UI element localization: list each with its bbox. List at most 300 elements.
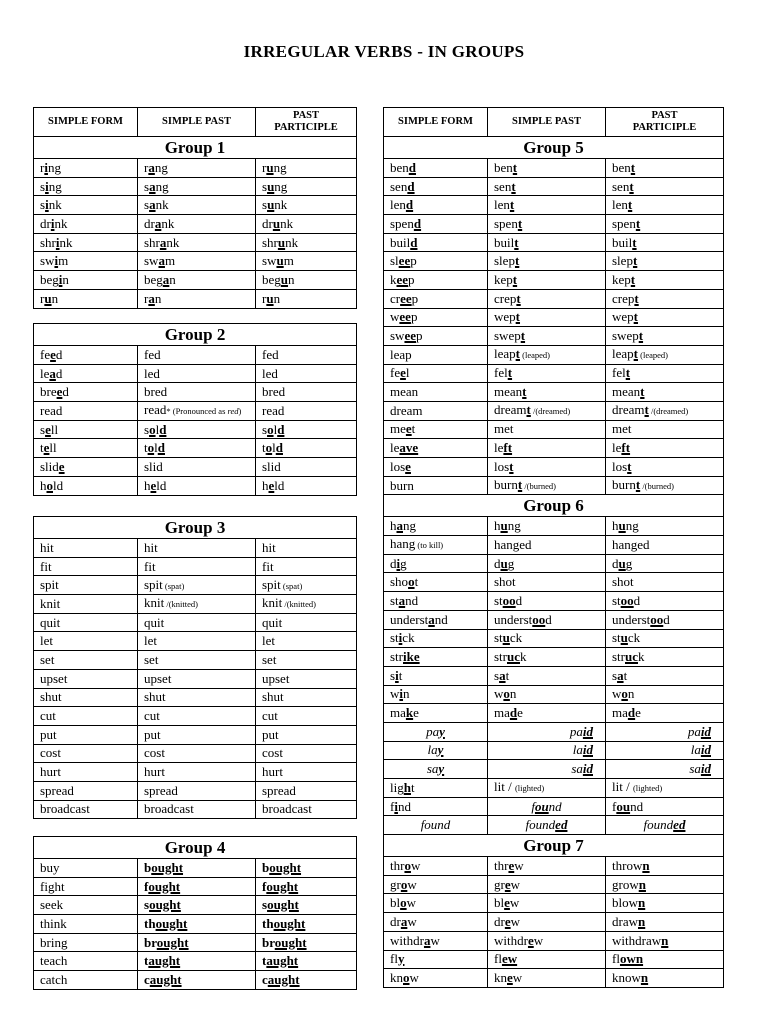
simple-past-cell: spent: [488, 215, 606, 234]
past-participle-cell: spit (spat): [256, 576, 357, 595]
verb-row: [34, 877, 357, 896]
simple-past-cell: swam: [138, 252, 256, 271]
highlighted-letters: ought: [151, 859, 184, 875]
highlighted-letters: e: [504, 876, 511, 892]
highlighted-letters: t: [632, 234, 637, 250]
simple-form-cell: feel: [384, 364, 488, 383]
verb-row: [384, 420, 724, 439]
simple-form-cell: say: [384, 760, 488, 779]
simple-form-cell: stick: [384, 629, 488, 648]
past-participle-cell: rung: [256, 159, 357, 178]
simple-past-cell: paid: [488, 722, 606, 741]
simple-form-cell: creep: [384, 289, 488, 308]
verb-row: [384, 894, 724, 913]
past-participle-cell: slept: [606, 252, 724, 271]
simple-past-cell: flew: [488, 950, 606, 969]
highlighted-letters: oo: [502, 592, 516, 608]
group-header-row: [384, 835, 724, 857]
verb-row: [34, 539, 357, 558]
verb-row: [34, 458, 357, 477]
simple-past-cell: put: [138, 725, 256, 744]
verb-note: (leaped): [638, 350, 668, 361]
simple-past-cell: sought: [138, 896, 256, 915]
highlighted-letters: ike: [403, 649, 420, 665]
highlighted-letters: t: [514, 234, 519, 250]
verb-row: [384, 666, 724, 685]
verb-note: (to kill): [415, 540, 444, 551]
highlighted-letters: a: [398, 592, 406, 608]
group-heading: Group 5: [384, 137, 724, 159]
highlighted-letters: aught: [267, 971, 300, 987]
verb-row: [384, 196, 724, 215]
simple-past-cell: fought: [138, 877, 256, 896]
group-header-row: [34, 324, 357, 346]
past-participle-cell: shrunk: [256, 233, 357, 252]
past-participle-cell: dug: [606, 554, 724, 573]
highlighted-letters: n: [638, 876, 646, 892]
highlighted-letters: a: [148, 290, 155, 306]
simple-past-cell: stood: [488, 592, 606, 611]
past-participle-cell: known: [606, 969, 724, 988]
simple-past-cell: founded: [488, 816, 606, 835]
highlighted-letters: a: [400, 913, 408, 929]
simple-past-cell: fed: [138, 346, 256, 365]
group-heading: Group 6: [384, 495, 724, 517]
highlighted-letters: t: [520, 328, 526, 344]
past-participle-cell: made: [606, 704, 724, 723]
simple-form-cell: light: [384, 779, 488, 798]
verb-note: /(knitted): [164, 599, 198, 610]
simple-form-cell: sweep: [384, 327, 488, 346]
simple-past-cell: ran: [138, 289, 256, 308]
highlighted-letters: t: [633, 309, 639, 325]
simple-form-cell: feed: [34, 346, 138, 365]
highlighted-letters: u: [44, 290, 52, 306]
simple-past-cell: sat: [488, 666, 606, 685]
simple-form-cell: leap: [384, 345, 488, 364]
simple-past-cell: knit /(knitted): [138, 595, 256, 614]
simple-form-cell: slide: [34, 458, 138, 477]
simple-form-cell: strike: [384, 648, 488, 667]
highlighted-letters: t: [635, 215, 641, 231]
highlighted-letters: t: [507, 365, 513, 381]
verb-row: [34, 364, 357, 383]
highlighted-letters: y: [397, 951, 405, 967]
group-heading: Group 4: [34, 837, 357, 859]
highlighted-letters: ought: [156, 934, 189, 950]
simple-past-cell: hanged: [488, 536, 606, 555]
simple-past-cell: shrank: [138, 233, 256, 252]
verb-note: (lighted): [632, 783, 663, 794]
simple-form-cell: know: [384, 969, 488, 988]
simple-past-cell: cost: [138, 744, 256, 763]
highlighted-letters: e: [405, 458, 411, 474]
highlighted-letters: u: [502, 630, 510, 646]
simple-form-cell: set: [34, 651, 138, 670]
past-participle-cell: cut: [256, 707, 357, 726]
highlighted-letters: e: [58, 458, 65, 474]
simple-form-cell: run: [34, 289, 138, 308]
simple-form-cell: lay: [384, 741, 488, 760]
past-participle-cell: set: [256, 651, 357, 670]
highlighted-letters: t: [516, 290, 521, 306]
highlighted-letters: t: [638, 328, 644, 344]
simple-form-cell: grow: [384, 875, 488, 894]
highlighted-letters: u: [266, 159, 274, 175]
highlighted-letters: u: [272, 215, 281, 231]
simple-past-cell: caught: [138, 971, 256, 990]
simple-past-cell: lent: [488, 196, 606, 215]
header-past-participle: [256, 108, 357, 137]
simple-past-cell: built: [488, 233, 606, 252]
simple-past-cell: thought: [138, 915, 256, 934]
simple-form-cell: stand: [384, 592, 488, 611]
verb-row: [34, 859, 357, 878]
simple-form-cell: begin: [34, 271, 138, 290]
highlighted-letters: y: [438, 761, 445, 777]
simple-form-cell: drink: [34, 215, 138, 234]
verb-row: [384, 760, 724, 779]
verb-row: [34, 632, 357, 651]
highlighted-letters: d: [159, 421, 167, 437]
simple-past-cell: let: [138, 632, 256, 651]
simple-past-cell: met: [488, 420, 606, 439]
simple-form-cell: cost: [34, 744, 138, 763]
highlighted-letters: u: [266, 290, 274, 306]
highlighted-letters: e: [527, 932, 534, 948]
past-participle-cell: sunk: [256, 196, 357, 215]
highlighted-letters: id: [582, 742, 593, 758]
simple-form-cell: lead: [34, 364, 138, 383]
past-participle-cell: drawn: [606, 913, 724, 932]
highlighted-letters: a: [158, 253, 165, 269]
past-participle-cell: hung: [606, 517, 724, 536]
simple-past-cell: stuck: [488, 629, 606, 648]
highlighted-letters: t: [644, 402, 649, 418]
simple-form-cell: keep: [384, 271, 488, 290]
header-simple-form: SIMPLE FORM: [34, 108, 138, 137]
simple-form-cell: understand: [384, 610, 488, 629]
highlighted-letters: id: [582, 761, 593, 777]
highlighted-letters: k: [405, 705, 414, 721]
header-past-participle-line2: PARTICIPLE: [274, 122, 338, 133]
verb-row: [384, 648, 724, 667]
past-participle-cell: bent: [606, 159, 724, 178]
highlighted-letters: a: [149, 178, 156, 194]
verb-row: [384, 345, 724, 364]
past-participle-cell: sat: [606, 666, 724, 685]
highlighted-letters: d: [157, 440, 165, 456]
highlighted-letters: o: [400, 895, 407, 911]
verb-row: [34, 933, 357, 952]
highlighted-letters: t: [634, 290, 639, 306]
simple-form-cell: tell: [34, 439, 138, 458]
verb-row: [384, 592, 724, 611]
simple-past-cell: brought: [138, 933, 256, 952]
highlighted-letters: t: [509, 458, 514, 474]
highlighted-letters: ee: [400, 290, 412, 306]
simple-form-cell: found: [384, 816, 488, 835]
header-past-participle-line1: PAST: [651, 110, 678, 121]
simple-past-cell: read* (Pronounced as red): [138, 402, 256, 421]
simple-past-cell: upset: [138, 669, 256, 688]
simple-form-cell: fly: [384, 950, 488, 969]
verb-note: /(burned): [640, 481, 674, 492]
highlighted-letters: t: [627, 197, 633, 213]
past-participle-cell: burnt /(burned): [606, 476, 724, 495]
verb-row: [384, 704, 724, 723]
highlighted-letters: t: [512, 159, 518, 175]
pronunciation-note: * (Pronounced as red): [166, 406, 242, 417]
simple-past-cell: left: [488, 439, 606, 458]
past-participle-cell: said: [606, 760, 724, 779]
verb-row: [384, 252, 724, 271]
highlighted-letters: ed: [555, 817, 568, 833]
highlighted-letters: e: [50, 346, 56, 362]
highlighted-letters: t: [511, 178, 516, 194]
highlighted-letters: a: [154, 215, 162, 231]
simple-past-cell: made: [488, 704, 606, 723]
highlighted-letters: ee: [396, 271, 409, 287]
past-participle-cell: bred: [256, 383, 357, 402]
simple-form-cell: read: [34, 402, 138, 421]
simple-form-cell: catch: [34, 971, 138, 990]
past-participle-cell: blown: [606, 894, 724, 913]
highlighted-letters: o: [403, 970, 410, 986]
past-participle-cell: flown: [606, 950, 724, 969]
highlighted-letters: i: [395, 667, 399, 683]
group-header-row: [34, 837, 357, 859]
simple-form-cell: fit: [34, 557, 138, 576]
highlighted-letters: a: [149, 197, 156, 213]
highlighted-letters: i: [396, 555, 401, 571]
highlighted-letters: n: [638, 913, 646, 929]
highlighted-letters: id: [582, 723, 593, 739]
simple-past-cell: drew: [488, 913, 606, 932]
simple-past-cell: spit (spat): [138, 576, 256, 595]
highlighted-letters: id: [700, 742, 711, 758]
verb-row: [34, 576, 357, 595]
simple-past-cell: leapt (leaped): [488, 345, 606, 364]
past-participle-cell: begun: [256, 271, 357, 290]
highlighted-letters: n: [642, 857, 650, 873]
past-participle-cell: sold: [256, 420, 357, 439]
simple-past-cell: led: [138, 364, 256, 383]
highlighted-letters: a: [499, 667, 506, 683]
highlighted-letters: a: [162, 271, 170, 287]
highlighted-letters: e: [508, 857, 515, 873]
simple-past-cell: told: [138, 439, 256, 458]
simple-past-cell: sold: [138, 420, 256, 439]
simple-form-cell: shrink: [34, 233, 138, 252]
highlighted-letters: e: [504, 913, 511, 929]
verb-row: [34, 744, 357, 763]
simple-form-cell: quit: [34, 613, 138, 632]
simple-past-cell: struck: [488, 648, 606, 667]
highlighted-letters: i: [55, 234, 60, 250]
verb-row: [384, 476, 724, 495]
verb-row: [384, 610, 724, 629]
past-participle-cell: hanged: [606, 536, 724, 555]
simple-past-cell: felt: [488, 364, 606, 383]
highlighted-letters: t: [630, 159, 636, 175]
highlighted-letters: ought: [267, 897, 299, 913]
highlighted-letters: ee: [399, 309, 411, 325]
highlighted-letters: ew: [501, 951, 518, 967]
highlighted-letters: t: [629, 178, 634, 194]
verb-row: [34, 476, 357, 495]
highlighted-letters: uc: [625, 649, 638, 665]
simple-form-cell: teach: [34, 952, 138, 971]
verb-row: [384, 364, 724, 383]
highlighted-letters: t: [627, 458, 632, 474]
past-participle-cell: built: [606, 233, 724, 252]
simple-form-cell: weep: [384, 308, 488, 327]
verb-row: [384, 779, 724, 798]
simple-form-cell: blow: [384, 894, 488, 913]
simple-past-cell: bought: [138, 859, 256, 878]
verb-row: [34, 252, 357, 271]
simple-past-cell: shot: [488, 573, 606, 592]
highlighted-letters: i: [399, 686, 404, 702]
simple-past-cell: knew: [488, 969, 606, 988]
simple-form-cell: withdraw: [384, 931, 488, 950]
highlighted-letters: h: [403, 779, 411, 795]
past-participle-cell: run: [256, 289, 357, 308]
highlighted-letters: d: [410, 234, 418, 250]
highlighted-letters: d: [627, 705, 636, 721]
simple-form-cell: put: [34, 725, 138, 744]
highlighted-letters: u: [500, 518, 508, 534]
simple-past-cell: slid: [138, 458, 256, 477]
simple-past-cell: burnt /(burned): [488, 476, 606, 495]
highlighted-letters: i: [398, 630, 403, 646]
simple-form-cell: meet: [384, 420, 488, 439]
highlighted-letters: t: [632, 253, 638, 269]
group-header-row: [384, 137, 724, 159]
past-participle-cell: upset: [256, 669, 357, 688]
simple-form-cell: fight: [34, 877, 138, 896]
highlighted-letters: e: [56, 384, 63, 400]
simple-form-cell: find: [384, 797, 488, 816]
verb-row: [384, 271, 724, 290]
simple-past-cell: dug: [488, 554, 606, 573]
highlighted-letters: e: [268, 477, 275, 493]
past-participle-cell: sought: [256, 896, 357, 915]
past-participle-cell: paid: [606, 722, 724, 741]
past-participle-cell: led: [256, 364, 357, 383]
past-participle-cell: put: [256, 725, 357, 744]
past-participle-cell: swum: [256, 252, 357, 271]
simple-form-cell: sink: [34, 196, 138, 215]
past-participle-cell: hurt: [256, 763, 357, 782]
highlighted-letters: d: [407, 178, 415, 194]
highlighted-letters: d: [277, 421, 285, 437]
simple-past-cell: won: [488, 685, 606, 704]
highlighted-letters: o: [265, 440, 273, 456]
highlighted-letters: o: [408, 574, 415, 590]
simple-past-cell: withdrew: [488, 931, 606, 950]
highlighted-letters: ou: [534, 798, 549, 814]
simple-past-cell: began: [138, 271, 256, 290]
highlighted-letters: u: [267, 178, 275, 194]
highlighted-letters: ee: [404, 328, 416, 344]
highlighted-letters: t: [515, 309, 521, 325]
highlighted-letters: a: [159, 234, 167, 250]
past-participle-cell: laid: [606, 741, 724, 760]
highlighted-letters: u: [618, 555, 626, 571]
verb-row: [34, 215, 357, 234]
simple-past-cell: sang: [138, 177, 256, 196]
verb-row: [34, 289, 357, 308]
highlighted-letters: u: [618, 518, 626, 534]
highlighted-letters: u: [500, 555, 508, 571]
verb-row: [384, 685, 724, 704]
verb-row: [34, 402, 357, 421]
highlighted-letters: o: [400, 876, 408, 892]
highlighted-letters: e: [150, 477, 157, 493]
past-participle-cell: spent: [606, 215, 724, 234]
simple-past-cell: blew: [488, 894, 606, 913]
past-participle-cell: lit / (lighted): [606, 779, 724, 798]
past-participle-cell: dreamt /(dreamed): [606, 401, 724, 420]
highlighted-letters: id: [700, 761, 711, 777]
verb-note: (spat): [280, 580, 303, 591]
highlighted-letters: t: [630, 271, 636, 287]
highlighted-letters: y: [437, 742, 444, 758]
verb-row: [384, 857, 724, 876]
highlighted-letters: o: [404, 857, 411, 873]
highlighted-letters: t: [640, 384, 645, 400]
header-simple-form: SIMPLE FORM: [384, 108, 488, 137]
simple-form-cell: build: [384, 233, 488, 252]
highlighted-letters: aught: [148, 953, 181, 969]
highlighted-letters: t: [526, 402, 531, 418]
highlighted-letters: ought: [266, 878, 299, 894]
past-participle-cell: spread: [256, 781, 357, 800]
highlighted-letters: ft: [503, 440, 513, 456]
simple-past-cell: threw: [488, 857, 606, 876]
header-row: [384, 108, 724, 137]
simple-form-cell: make: [384, 704, 488, 723]
verb-table-group-2: [33, 323, 357, 496]
highlighted-letters: ed: [673, 817, 686, 833]
past-participle-cell: let: [256, 632, 357, 651]
simple-form-cell: let: [34, 632, 138, 651]
header-past-participle: [606, 108, 724, 137]
verb-row: [384, 308, 724, 327]
simple-form-cell: pay: [384, 722, 488, 741]
verb-row: [34, 383, 357, 402]
simple-form-cell: hang (to kill): [384, 536, 488, 555]
simple-form-cell: sing: [34, 177, 138, 196]
past-participle-cell: hit: [256, 539, 357, 558]
verb-row: [34, 613, 357, 632]
past-participle-cell: lost: [606, 458, 724, 477]
highlighted-letters: u: [267, 197, 275, 213]
past-participle-cell: withdrawn: [606, 931, 724, 950]
simple-form-cell: bring: [34, 933, 138, 952]
simple-form-cell: upset: [34, 669, 138, 688]
simple-form-cell: hurt: [34, 763, 138, 782]
verb-row: [384, 797, 724, 816]
verb-row: [384, 554, 724, 573]
past-participle-cell: quit: [256, 613, 357, 632]
group-heading: Group 7: [384, 835, 724, 857]
verb-row: [34, 595, 357, 614]
simple-form-cell: knit: [34, 595, 138, 614]
highlighted-letters: oo: [532, 611, 546, 627]
